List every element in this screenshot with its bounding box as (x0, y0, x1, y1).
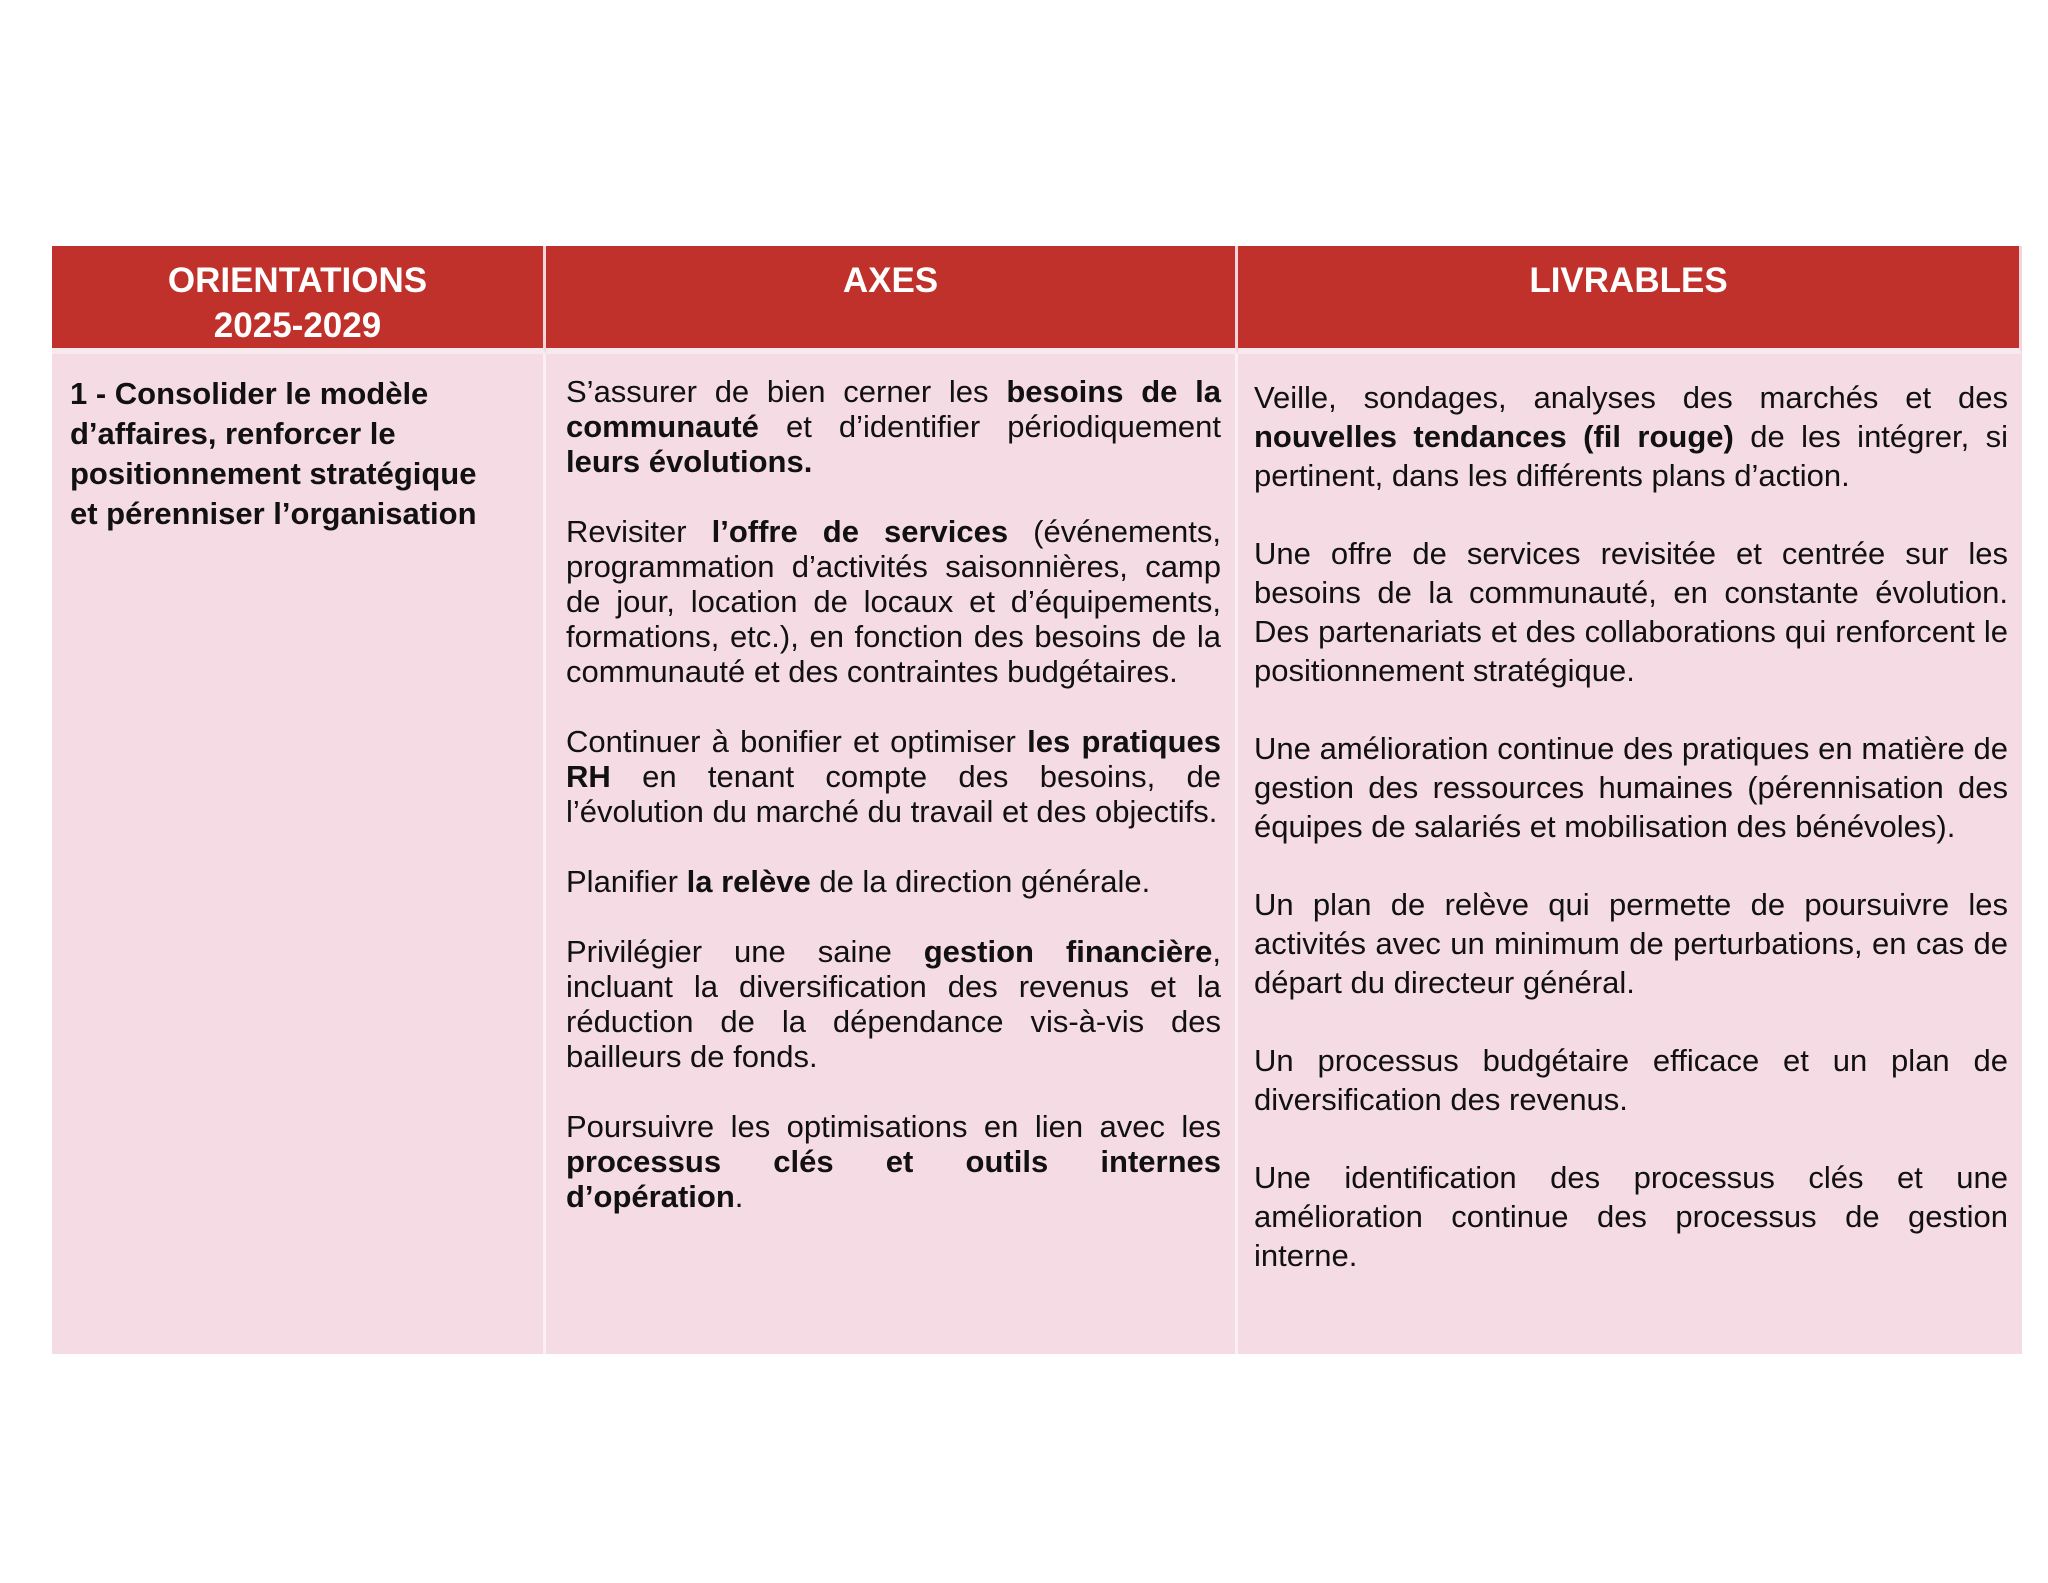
livrable-paragraph (1254, 1158, 2008, 1275)
livrable-segment: Une amélioration continue des pratiques en matière de gestion des ressources humaines (pérennisation des équipes de salariés et mobilisation des bénévoles). (1254, 731, 2008, 844)
axe-segment: Privilégier une saine (566, 934, 924, 969)
axe-paragraph (566, 864, 1221, 899)
header-orientations-line1: ORIENTATIONS (167, 261, 428, 300)
axe-segment: Planifier (566, 864, 687, 899)
axe-segment: . (734, 1179, 744, 1214)
orientations-table (52, 246, 2022, 1354)
livrable-segment-bold: nouvelles tendances (fil rouge) (1254, 419, 1734, 454)
axe-paragraph (566, 724, 1221, 829)
header-livrables-label: LIVRABLES (1529, 261, 1728, 300)
livrable-paragraph (1254, 1041, 2008, 1119)
axe-paragraph (566, 514, 1221, 689)
orientation-cell (52, 354, 546, 1354)
livrable-segment: Un plan de relève qui permette de poursuivre les activités avec un minimum de perturbations, en cas de départ du directeur général. (1254, 887, 2008, 1000)
header-livrables (1238, 246, 2022, 354)
axe-paragraph (566, 1109, 1221, 1214)
orientation-line-2: d’affaires, renforcer le (70, 416, 396, 451)
header-axes (546, 246, 1238, 354)
orientation-line-4: et pérenniser l’organisation (70, 496, 477, 531)
livrable-paragraph (1254, 729, 2008, 846)
axe-segment: de la direction générale. (810, 864, 1151, 899)
livrables-cell (1238, 354, 2022, 1354)
axes-cell (546, 354, 1238, 1354)
livrable-paragraph (1254, 885, 2008, 1002)
livrable-paragraph (1254, 534, 2008, 690)
header-orientations (52, 246, 546, 354)
axe-segment: , incluant la diversification des revenus et la réduction de la dépendance vis-à-vis des bailleurs de fonds. (566, 934, 1221, 1074)
axe-paragraph (566, 374, 1221, 479)
axe-segment: Revisiter (566, 514, 712, 549)
livrable-segment: Veille, sondages, analyses des marchés et des (1254, 380, 2008, 415)
axe-segment: S’assurer de bien cerner les (566, 374, 1007, 409)
orientation-title (70, 374, 523, 534)
livrable-segment: Une identification des processus clés et une amélioration continue des processus de gestion interne. (1254, 1160, 2008, 1273)
orientation-line-1: 1 - Consolider le modèle (70, 376, 429, 411)
livrable-segment: Un processus budgétaire efficace et un plan de diversification des revenus. (1254, 1043, 2008, 1117)
header-orientations-line2: 2025-2029 (213, 306, 382, 345)
axe-segment-bold: processus clés et outils internes d’opération (566, 1144, 1221, 1214)
axe-segment: (événements, programmation d’activités saisonnières, camp de jour, location de locaux et d’équipements, formations, etc.), en fonction des besoins de la communauté et des contraintes budgétaires. (566, 514, 1221, 689)
axe-paragraph (566, 934, 1221, 1074)
header-axes-label: AXES (842, 261, 939, 300)
axe-segment-bold: gestion financière (923, 934, 1213, 969)
axe-segment: en tenant compte des besoins, de l’évolution du marché du travail et des objectifs. (566, 759, 1221, 829)
axe-segment-bold: les pratiques RH (566, 724, 1221, 794)
livrable-segment: Une offre de services revisitée et centrée sur les besoins de la communauté, en constante évolution. Des partenariats et des collaborations qui renforcent le positionnement stratégique. (1254, 536, 2008, 688)
axe-segment-bold: besoins de la communauté (566, 374, 1221, 444)
axe-segment-bold: leurs évolutions. (566, 444, 813, 479)
axe-segment: Poursuivre les optimisations en lien avec les (566, 1109, 1221, 1144)
axe-segment: Continuer à bonifier et optimiser (566, 724, 1028, 759)
livrable-segment: de les intégrer, si pertinent, dans les différents plans d’action. (1254, 419, 2008, 493)
livrable-paragraph (1254, 378, 2008, 495)
axe-segment-bold: la relève (686, 864, 811, 899)
axe-segment: et d’identifier périodiquement (758, 409, 1221, 444)
orientation-line-3: positionnement stratégique (70, 456, 477, 491)
axe-segment-bold: l’offre de services (711, 514, 1009, 549)
